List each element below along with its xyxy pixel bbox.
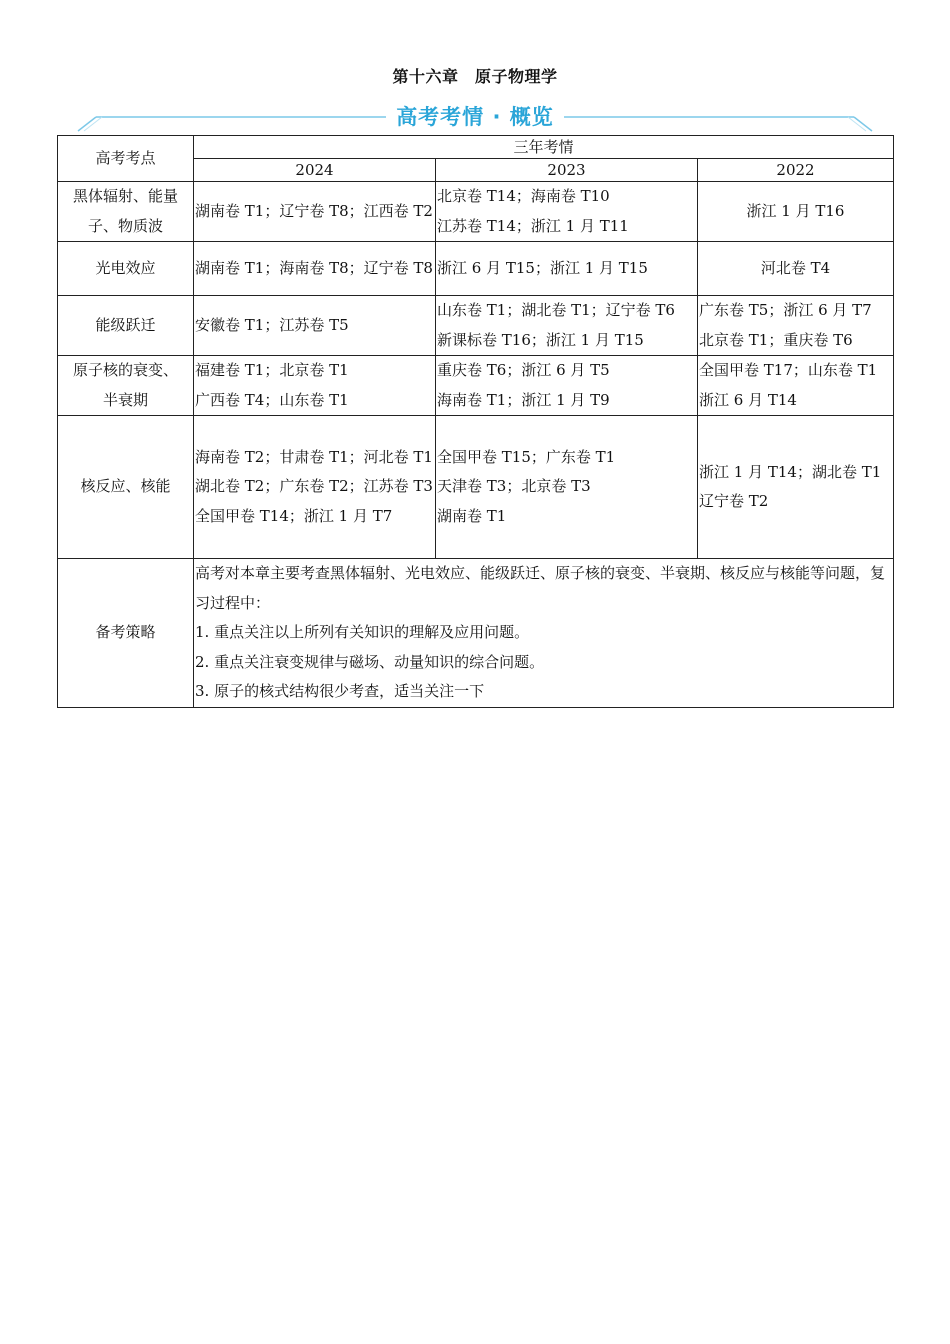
cell-y2023 — [436, 416, 698, 559]
cell-y2024 — [194, 356, 436, 416]
cell-y2022 — [698, 242, 894, 296]
topic-cell: 黑体辐射、能量子、物质波 — [58, 182, 194, 242]
cell-y2024 — [194, 182, 436, 242]
table-row — [58, 356, 894, 416]
cell-line: 浙江 6 月 T15；浙江 1 月 T15 — [437, 258, 648, 277]
strategy-line: 2. 重点关注衰变规律与磁场、动量知识的综合问题。 — [195, 652, 545, 671]
table-header-row — [58, 136, 894, 159]
strategy-label: 备考策略 — [58, 559, 194, 708]
strategy-line: 3. 原子的核式结构很少考查，适当关注一下 — [195, 682, 485, 700]
cell-y2024 — [194, 416, 436, 559]
table-row — [58, 296, 894, 356]
strategy-content — [194, 559, 894, 708]
cell-line: 北京卷 T1；重庆卷 T6 — [699, 330, 853, 349]
cell-line: 广西卷 T4；山东卷 T1 — [195, 390, 349, 409]
cell-line: 全国甲卷 T17；山东卷 T1 — [699, 361, 878, 379]
cell-y2023 — [436, 182, 698, 242]
cell-y2022 — [698, 416, 894, 559]
cell-y2022 — [698, 296, 894, 356]
table-row — [58, 182, 894, 242]
cell-line: 浙江 6 月 T14 — [699, 390, 797, 409]
cell-y2023 — [436, 242, 698, 296]
cell-y2024 — [194, 242, 436, 296]
cell-y2024 — [194, 296, 436, 356]
section-banner — [76, 100, 874, 134]
cell-line: 湖南卷 T1；海南卷 T8；辽宁卷 T8 — [195, 258, 433, 277]
cell-line: 广东卷 T5；浙江 6 月 T7 — [699, 301, 872, 319]
cell-y2022 — [698, 356, 894, 416]
cell-line: 安徽卷 T1；江苏卷 T5 — [195, 315, 349, 334]
cell-line: 天津卷 T3；北京卷 T3 — [437, 477, 591, 496]
cell-line: 重庆卷 T6；浙江 6 月 T5 — [437, 361, 610, 379]
cell-y2022 — [698, 182, 894, 242]
cell-line: 河北卷 T4 — [760, 258, 831, 277]
header-year-2022: 2022 — [698, 159, 894, 182]
cell-line: 湖南卷 T1 — [437, 506, 507, 525]
cell-line: 北京卷 T14；海南卷 T10 — [437, 187, 610, 205]
strategy-line: 高考对本章主要考查黑体辐射、光电效应、能级跃迁、原子核的衰变、半衰期、核反应与核能等问题，复习过程中： — [195, 564, 886, 612]
table-row — [58, 416, 894, 559]
cell-line: 江苏卷 T14；浙江 1 月 T11 — [437, 216, 629, 235]
cell-line: 新课标卷 T16；浙江 1 月 T15 — [437, 330, 644, 349]
cell-y2023 — [436, 356, 698, 416]
table-row — [58, 242, 894, 296]
header-year-2024: 2024 — [194, 159, 436, 182]
topic-cell: 核反应、核能 — [58, 416, 194, 559]
header-three-years: 三年考情 — [194, 136, 894, 159]
header-year-2023: 2023 — [436, 159, 698, 182]
header-topic: 高考考点 — [58, 136, 194, 182]
cell-line: 海南卷 T2；甘肃卷 T1；河北卷 T1 — [195, 447, 433, 466]
cell-line: 辽宁卷 T2 — [699, 492, 769, 510]
topic-cell: 光电效应 — [58, 242, 194, 296]
topic-cell: 能级跃迁 — [58, 296, 194, 356]
cell-line: 福建卷 T1；北京卷 T1 — [195, 361, 349, 379]
cell-line: 海南卷 T1；浙江 1 月 T9 — [437, 390, 610, 409]
chapter-title: 第十六章 原子物理学 — [392, 67, 558, 86]
topic-cell: 原子核的衰变、半衰期 — [58, 356, 194, 416]
cell-line: 浙江 1 月 T14；湖北卷 T1 — [699, 462, 882, 481]
cell-y2023 — [436, 296, 698, 356]
cell-line: 山东卷 T1；湖北卷 T1；辽宁卷 T6 — [437, 301, 675, 319]
strategy-row — [58, 559, 894, 708]
cell-line: 湖北卷 T2；广东卷 T2；江苏卷 T3 — [195, 477, 433, 496]
banner-title: 高考考情 · 概览 — [396, 105, 554, 129]
exam-overview-table — [57, 135, 894, 708]
cell-line: 全国甲卷 T14；浙江 1 月 T7 — [195, 506, 393, 525]
cell-line: 浙江 1 月 T16 — [746, 201, 845, 220]
cell-line: 全国甲卷 T15；广东卷 T1 — [437, 447, 616, 466]
cell-line: 湖南卷 T1；辽宁卷 T8；江西卷 T2 — [195, 201, 433, 220]
strategy-line: 1. 重点关注以上所列有关知识的理解及应用问题。 — [195, 623, 530, 641]
